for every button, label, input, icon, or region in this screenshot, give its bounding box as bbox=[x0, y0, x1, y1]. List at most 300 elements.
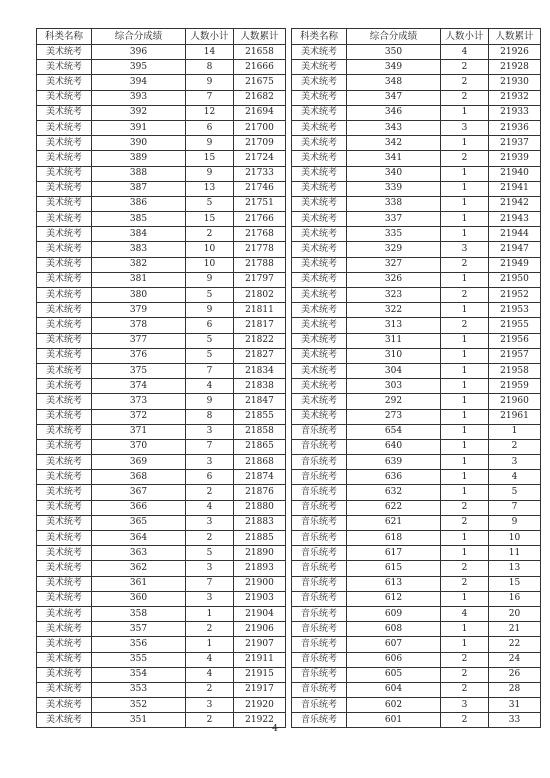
count-cell: 6 bbox=[186, 318, 234, 333]
score-cell: 609 bbox=[347, 606, 441, 621]
score-cell: 361 bbox=[92, 576, 186, 591]
count-cell: 1 bbox=[441, 166, 489, 181]
category-cell: 音乐统考 bbox=[292, 667, 347, 682]
category-cell: 音乐统考 bbox=[292, 622, 347, 637]
cumulative-cell: 21961 bbox=[489, 409, 541, 424]
table-row bbox=[292, 485, 541, 500]
count-cell: 4 bbox=[186, 500, 234, 515]
table-row bbox=[37, 60, 286, 75]
table-row bbox=[292, 576, 541, 591]
score-cell: 387 bbox=[92, 181, 186, 196]
cumulative-cell: 21874 bbox=[234, 470, 286, 485]
category-cell: 美术统考 bbox=[37, 242, 92, 257]
score-cell: 396 bbox=[92, 45, 186, 60]
count-cell: 1 bbox=[441, 622, 489, 637]
cumulative-cell: 21885 bbox=[234, 531, 286, 546]
category-cell: 美术统考 bbox=[37, 531, 92, 546]
cumulative-cell: 3 bbox=[489, 455, 541, 470]
count-cell: 2 bbox=[441, 713, 489, 728]
count-cell: 9 bbox=[186, 75, 234, 90]
score-cell: 618 bbox=[347, 531, 441, 546]
table-row bbox=[37, 45, 286, 60]
count-cell: 2 bbox=[186, 531, 234, 546]
category-cell: 美术统考 bbox=[37, 606, 92, 621]
score-cell: 338 bbox=[347, 196, 441, 211]
count-cell: 6 bbox=[186, 470, 234, 485]
score-cell: 360 bbox=[92, 591, 186, 606]
cumulative-cell: 11 bbox=[489, 546, 541, 561]
table-row bbox=[37, 667, 286, 682]
cumulative-cell: 21907 bbox=[234, 637, 286, 652]
category-cell: 美术统考 bbox=[37, 166, 92, 181]
table-row bbox=[292, 546, 541, 561]
category-cell: 美术统考 bbox=[37, 120, 92, 135]
header-cumulative: 人数累计 bbox=[234, 29, 286, 45]
table-row bbox=[292, 257, 541, 272]
table-row bbox=[292, 242, 541, 257]
count-cell: 4 bbox=[186, 652, 234, 667]
score-cell: 386 bbox=[92, 196, 186, 211]
cumulative-cell: 22 bbox=[489, 637, 541, 652]
cumulative-cell: 21940 bbox=[489, 166, 541, 181]
score-cell: 375 bbox=[92, 363, 186, 378]
count-cell: 5 bbox=[186, 288, 234, 303]
table-header-row bbox=[37, 29, 286, 45]
score-cell: 369 bbox=[92, 455, 186, 470]
score-cell: 390 bbox=[92, 136, 186, 151]
score-cell: 354 bbox=[92, 667, 186, 682]
table-row bbox=[37, 120, 286, 135]
count-cell: 1 bbox=[186, 606, 234, 621]
score-cell: 604 bbox=[347, 682, 441, 697]
table-row bbox=[37, 227, 286, 242]
table-row bbox=[37, 363, 286, 378]
score-cell: 353 bbox=[92, 682, 186, 697]
cumulative-cell: 21822 bbox=[234, 333, 286, 348]
count-cell: 1 bbox=[441, 227, 489, 242]
count-cell: 2 bbox=[441, 90, 489, 105]
score-cell: 355 bbox=[92, 652, 186, 667]
cumulative-cell: 21838 bbox=[234, 379, 286, 394]
category-cell: 美术统考 bbox=[292, 242, 347, 257]
cumulative-cell: 21937 bbox=[489, 136, 541, 151]
count-cell: 1 bbox=[441, 348, 489, 363]
table-row bbox=[37, 394, 286, 409]
score-table-left bbox=[36, 28, 286, 728]
cumulative-cell: 21933 bbox=[489, 105, 541, 120]
count-cell: 1 bbox=[441, 363, 489, 378]
table-row bbox=[292, 166, 541, 181]
count-cell: 2 bbox=[441, 500, 489, 515]
cumulative-cell: 21920 bbox=[234, 698, 286, 713]
cumulative-cell: 21847 bbox=[234, 394, 286, 409]
cumulative-cell: 21811 bbox=[234, 303, 286, 318]
count-cell: 9 bbox=[186, 303, 234, 318]
score-cell: 393 bbox=[92, 90, 186, 105]
count-cell: 2 bbox=[441, 151, 489, 166]
table-row bbox=[292, 424, 541, 439]
table-row bbox=[292, 515, 541, 530]
count-cell: 1 bbox=[441, 105, 489, 120]
cumulative-cell: 21876 bbox=[234, 485, 286, 500]
category-cell: 美术统考 bbox=[292, 227, 347, 242]
table-row bbox=[292, 60, 541, 75]
cumulative-cell: 21682 bbox=[234, 90, 286, 105]
table-row bbox=[37, 698, 286, 713]
count-cell: 8 bbox=[186, 60, 234, 75]
cumulative-cell: 24 bbox=[489, 652, 541, 667]
score-cell: 357 bbox=[92, 622, 186, 637]
count-cell: 2 bbox=[441, 318, 489, 333]
score-cell: 358 bbox=[92, 606, 186, 621]
category-cell: 音乐统考 bbox=[292, 424, 347, 439]
category-cell: 美术统考 bbox=[292, 257, 347, 272]
score-cell: 337 bbox=[347, 212, 441, 227]
cumulative-cell: 31 bbox=[489, 698, 541, 713]
table-row bbox=[37, 257, 286, 272]
score-cell: 636 bbox=[347, 470, 441, 485]
table-row bbox=[37, 591, 286, 606]
header-cumulative: 人数累计 bbox=[489, 29, 541, 45]
count-cell: 1 bbox=[441, 485, 489, 500]
cumulative-cell: 21788 bbox=[234, 257, 286, 272]
cumulative-cell: 21932 bbox=[489, 90, 541, 105]
category-cell: 美术统考 bbox=[292, 90, 347, 105]
cumulative-cell: 21883 bbox=[234, 515, 286, 530]
score-cell: 384 bbox=[92, 227, 186, 242]
table-row bbox=[292, 45, 541, 60]
score-cell: 612 bbox=[347, 591, 441, 606]
count-cell: 10 bbox=[186, 242, 234, 257]
count-cell: 14 bbox=[186, 45, 234, 60]
count-cell: 3 bbox=[186, 591, 234, 606]
table-row bbox=[37, 272, 286, 287]
score-cell: 639 bbox=[347, 455, 441, 470]
category-cell: 美术统考 bbox=[292, 288, 347, 303]
table-row bbox=[292, 531, 541, 546]
score-cell: 362 bbox=[92, 561, 186, 576]
category-cell: 美术统考 bbox=[37, 591, 92, 606]
category-cell: 美术统考 bbox=[37, 288, 92, 303]
cumulative-cell: 21950 bbox=[489, 272, 541, 287]
table-row bbox=[37, 470, 286, 485]
cumulative-cell: 21904 bbox=[234, 606, 286, 621]
count-cell: 1 bbox=[441, 409, 489, 424]
cumulative-cell: 21700 bbox=[234, 120, 286, 135]
cumulative-cell: 21834 bbox=[234, 363, 286, 378]
table-row bbox=[292, 439, 541, 454]
table-row bbox=[292, 561, 541, 576]
category-cell: 美术统考 bbox=[37, 576, 92, 591]
score-cell: 379 bbox=[92, 303, 186, 318]
cumulative-cell: 15 bbox=[489, 576, 541, 591]
table-row bbox=[37, 439, 286, 454]
category-cell: 美术统考 bbox=[37, 515, 92, 530]
score-cell: 329 bbox=[347, 242, 441, 257]
score-cell: 326 bbox=[347, 272, 441, 287]
cumulative-cell: 9 bbox=[489, 515, 541, 530]
category-cell: 音乐统考 bbox=[292, 591, 347, 606]
category-cell: 美术统考 bbox=[37, 455, 92, 470]
score-cell: 311 bbox=[347, 333, 441, 348]
category-cell: 美术统考 bbox=[37, 181, 92, 196]
count-cell: 7 bbox=[186, 90, 234, 105]
table-row bbox=[37, 181, 286, 196]
cumulative-cell: 21947 bbox=[489, 242, 541, 257]
score-cell: 617 bbox=[347, 546, 441, 561]
count-cell: 7 bbox=[186, 576, 234, 591]
score-table-right bbox=[291, 28, 541, 728]
table-row bbox=[292, 637, 541, 652]
score-cell: 373 bbox=[92, 394, 186, 409]
category-cell: 美术统考 bbox=[292, 120, 347, 135]
count-cell: 3 bbox=[186, 561, 234, 576]
count-cell: 13 bbox=[186, 181, 234, 196]
table-row bbox=[37, 136, 286, 151]
category-cell: 美术统考 bbox=[292, 151, 347, 166]
cumulative-cell: 21915 bbox=[234, 667, 286, 682]
count-cell: 1 bbox=[441, 394, 489, 409]
count-cell: 2 bbox=[441, 288, 489, 303]
table-row bbox=[37, 333, 286, 348]
category-cell: 美术统考 bbox=[292, 333, 347, 348]
category-cell: 美术统考 bbox=[37, 212, 92, 227]
cumulative-cell: 21926 bbox=[489, 45, 541, 60]
table-row bbox=[37, 212, 286, 227]
score-cell: 632 bbox=[347, 485, 441, 500]
table-row bbox=[292, 682, 541, 697]
count-cell: 2 bbox=[186, 682, 234, 697]
table-row bbox=[292, 667, 541, 682]
category-cell: 美术统考 bbox=[37, 227, 92, 242]
score-cell: 394 bbox=[92, 75, 186, 90]
count-cell: 9 bbox=[186, 394, 234, 409]
count-cell: 2 bbox=[186, 485, 234, 500]
table-row bbox=[292, 75, 541, 90]
category-cell: 音乐统考 bbox=[292, 606, 347, 621]
table-row bbox=[292, 136, 541, 151]
cumulative-cell: 28 bbox=[489, 682, 541, 697]
category-cell: 美术统考 bbox=[292, 379, 347, 394]
category-cell: 美术统考 bbox=[37, 196, 92, 211]
category-cell: 美术统考 bbox=[37, 652, 92, 667]
count-cell: 4 bbox=[186, 667, 234, 682]
score-cell: 395 bbox=[92, 60, 186, 75]
count-cell: 2 bbox=[441, 561, 489, 576]
category-cell: 美术统考 bbox=[292, 394, 347, 409]
cumulative-cell: 21959 bbox=[489, 379, 541, 394]
table-row bbox=[37, 652, 286, 667]
table-row bbox=[292, 151, 541, 166]
table-row bbox=[292, 470, 541, 485]
cumulative-cell: 21953 bbox=[489, 303, 541, 318]
cumulative-cell: 4 bbox=[489, 470, 541, 485]
count-cell: 1 bbox=[441, 591, 489, 606]
category-cell: 美术统考 bbox=[37, 257, 92, 272]
count-cell: 10 bbox=[186, 257, 234, 272]
category-cell: 美术统考 bbox=[292, 196, 347, 211]
page-number: 4 bbox=[272, 724, 278, 734]
score-cell: 367 bbox=[92, 485, 186, 500]
score-cell: 304 bbox=[347, 363, 441, 378]
cumulative-cell: 21868 bbox=[234, 455, 286, 470]
table-row bbox=[292, 318, 541, 333]
category-cell: 音乐统考 bbox=[292, 455, 347, 470]
score-cell: 615 bbox=[347, 561, 441, 576]
count-cell: 3 bbox=[441, 120, 489, 135]
cumulative-cell: 21768 bbox=[234, 227, 286, 242]
score-cell: 303 bbox=[347, 379, 441, 394]
category-cell: 美术统考 bbox=[292, 60, 347, 75]
count-cell: 1 bbox=[441, 424, 489, 439]
count-cell: 1 bbox=[441, 303, 489, 318]
score-cell: 383 bbox=[92, 242, 186, 257]
score-cell: 341 bbox=[347, 151, 441, 166]
count-cell: 1 bbox=[441, 379, 489, 394]
category-cell: 音乐统考 bbox=[292, 576, 347, 591]
table-row bbox=[292, 181, 541, 196]
cumulative-cell: 21751 bbox=[234, 196, 286, 211]
count-cell: 15 bbox=[186, 212, 234, 227]
table-row bbox=[37, 576, 286, 591]
count-cell: 1 bbox=[441, 455, 489, 470]
score-cell: 327 bbox=[347, 257, 441, 272]
score-cell: 273 bbox=[347, 409, 441, 424]
category-cell: 美术统考 bbox=[37, 90, 92, 105]
category-cell: 美术统考 bbox=[37, 622, 92, 637]
cumulative-cell: 16 bbox=[489, 591, 541, 606]
category-cell: 美术统考 bbox=[37, 485, 92, 500]
count-cell: 1 bbox=[441, 212, 489, 227]
table-row bbox=[292, 90, 541, 105]
category-cell: 美术统考 bbox=[37, 637, 92, 652]
cumulative-cell: 21944 bbox=[489, 227, 541, 242]
category-cell: 音乐统考 bbox=[292, 682, 347, 697]
score-cell: 605 bbox=[347, 667, 441, 682]
count-cell: 1 bbox=[441, 181, 489, 196]
count-cell: 1 bbox=[441, 546, 489, 561]
count-cell: 3 bbox=[186, 455, 234, 470]
score-cell: 349 bbox=[347, 60, 441, 75]
header-count: 人数小计 bbox=[186, 29, 234, 45]
table-row bbox=[292, 105, 541, 120]
count-cell: 9 bbox=[186, 272, 234, 287]
cumulative-cell: 21900 bbox=[234, 576, 286, 591]
count-cell: 5 bbox=[186, 546, 234, 561]
score-cell: 339 bbox=[347, 181, 441, 196]
category-cell: 音乐统考 bbox=[292, 500, 347, 515]
table-row bbox=[37, 531, 286, 546]
category-cell: 音乐统考 bbox=[292, 652, 347, 667]
category-cell: 美术统考 bbox=[37, 75, 92, 90]
table-row bbox=[37, 151, 286, 166]
cumulative-cell: 2 bbox=[489, 439, 541, 454]
count-cell: 2 bbox=[186, 622, 234, 637]
header-count: 人数小计 bbox=[441, 29, 489, 45]
score-cell: 347 bbox=[347, 90, 441, 105]
cumulative-cell: 21928 bbox=[489, 60, 541, 75]
category-cell: 音乐统考 bbox=[292, 546, 347, 561]
score-cell: 343 bbox=[347, 120, 441, 135]
cumulative-cell: 10 bbox=[489, 531, 541, 546]
cumulative-cell: 21658 bbox=[234, 45, 286, 60]
category-cell: 音乐统考 bbox=[292, 515, 347, 530]
score-cell: 292 bbox=[347, 394, 441, 409]
count-cell: 3 bbox=[186, 698, 234, 713]
category-cell: 音乐统考 bbox=[292, 713, 347, 728]
category-cell: 美术统考 bbox=[37, 713, 92, 728]
table-row bbox=[37, 348, 286, 363]
count-cell: 1 bbox=[441, 470, 489, 485]
cumulative-cell: 21880 bbox=[234, 500, 286, 515]
category-cell: 美术统考 bbox=[292, 166, 347, 181]
table-row bbox=[37, 303, 286, 318]
category-cell: 美术统考 bbox=[37, 424, 92, 439]
score-cell: 613 bbox=[347, 576, 441, 591]
count-cell: 4 bbox=[186, 379, 234, 394]
cumulative-cell: 21797 bbox=[234, 272, 286, 287]
score-cell: 365 bbox=[92, 515, 186, 530]
table-row bbox=[37, 606, 286, 621]
table-row bbox=[37, 637, 286, 652]
cumulative-cell: 5 bbox=[489, 485, 541, 500]
cumulative-cell: 21893 bbox=[234, 561, 286, 576]
count-cell: 2 bbox=[186, 227, 234, 242]
table-row bbox=[37, 485, 286, 500]
score-cell: 382 bbox=[92, 257, 186, 272]
score-cell: 310 bbox=[347, 348, 441, 363]
score-cell: 371 bbox=[92, 424, 186, 439]
table-header-row bbox=[292, 29, 541, 45]
category-cell: 美术统考 bbox=[37, 333, 92, 348]
cumulative-cell: 21778 bbox=[234, 242, 286, 257]
category-cell: 美术统考 bbox=[37, 136, 92, 151]
score-cell: 374 bbox=[92, 379, 186, 394]
table-row bbox=[37, 515, 286, 530]
score-cell: 356 bbox=[92, 637, 186, 652]
category-cell: 美术统考 bbox=[37, 303, 92, 318]
table-row bbox=[292, 652, 541, 667]
cumulative-cell: 21802 bbox=[234, 288, 286, 303]
table-row bbox=[292, 622, 541, 637]
table-row bbox=[292, 409, 541, 424]
category-cell: 美术统考 bbox=[292, 318, 347, 333]
score-cell: 607 bbox=[347, 637, 441, 652]
count-cell: 15 bbox=[186, 151, 234, 166]
count-cell: 2 bbox=[441, 682, 489, 697]
cumulative-cell: 21675 bbox=[234, 75, 286, 90]
category-cell: 美术统考 bbox=[37, 546, 92, 561]
cumulative-cell: 21724 bbox=[234, 151, 286, 166]
category-cell: 美术统考 bbox=[292, 181, 347, 196]
table-row bbox=[292, 272, 541, 287]
cumulative-cell: 21930 bbox=[489, 75, 541, 90]
score-cell: 640 bbox=[347, 439, 441, 454]
category-cell: 美术统考 bbox=[292, 303, 347, 318]
table-row bbox=[37, 75, 286, 90]
table-row bbox=[37, 242, 286, 257]
table-row bbox=[292, 591, 541, 606]
category-cell: 美术统考 bbox=[37, 272, 92, 287]
cumulative-cell: 21694 bbox=[234, 105, 286, 120]
category-cell: 音乐统考 bbox=[292, 698, 347, 713]
score-cell: 351 bbox=[92, 713, 186, 728]
cumulative-cell: 21917 bbox=[234, 682, 286, 697]
cumulative-cell: 21666 bbox=[234, 60, 286, 75]
score-cell: 377 bbox=[92, 333, 186, 348]
count-cell: 5 bbox=[186, 348, 234, 363]
count-cell: 3 bbox=[186, 515, 234, 530]
